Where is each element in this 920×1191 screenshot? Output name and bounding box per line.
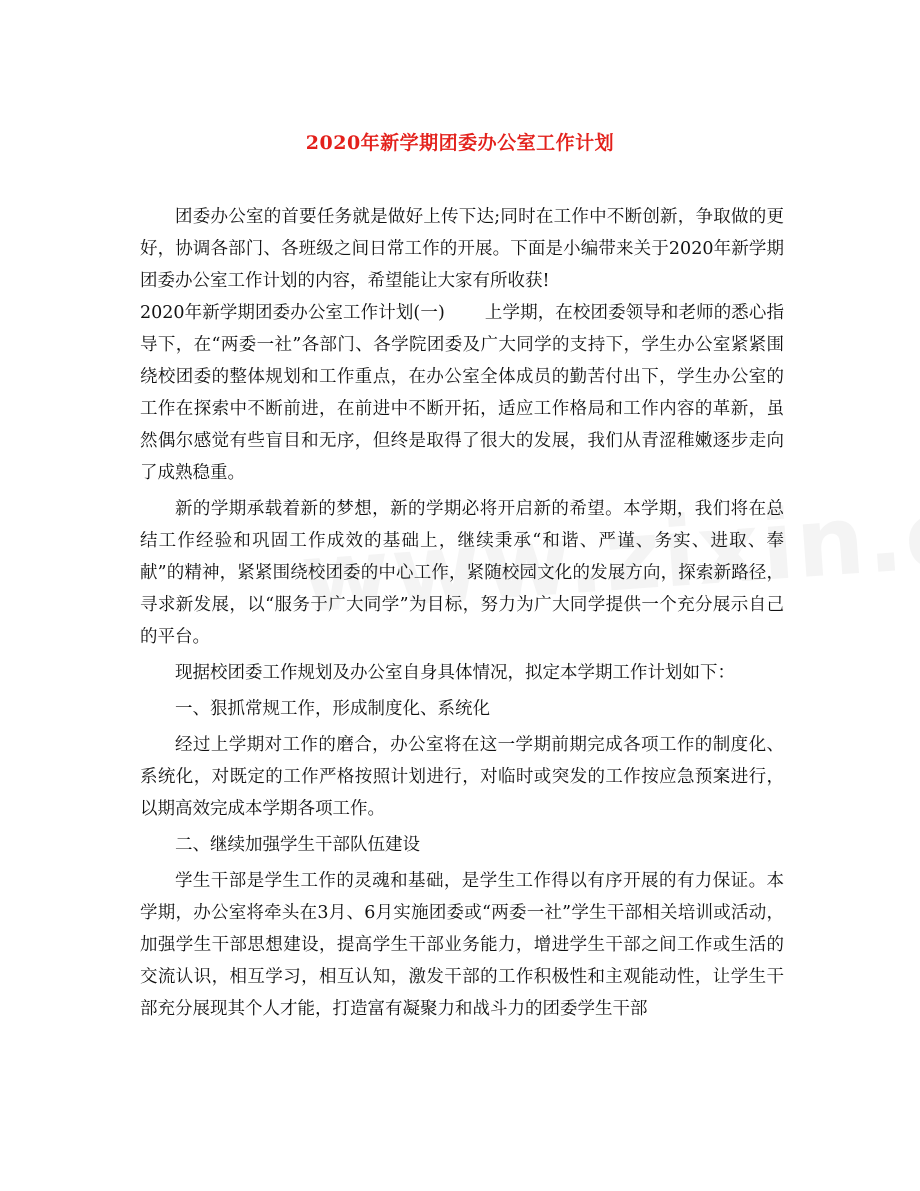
plan-heading: 2020年新学期团委办公室工作计划(一) [140, 303, 445, 323]
document-body [140, 201, 784, 1025]
paragraph-2: 新的学期承载着新的梦想，新的学期必将开启新的希望。本学期，我们将在总结工作经验和巩固工作成效的基础上，继续秉承“和谐、严谨、务实、进取、奉献”的精神，紧紧围绕校团委的中心工作，紧随校园文化的发展方向，探索新路径，寻求新发展，以“服务于广大同学”为目标，努力为广大同学提供一个充分展示自己的平台。 [140, 499, 784, 647]
section-2-body: 学生干部是学生工作的灵魂和基础，是学生工作得以有序开展的有力保证。本学期，办公室将牵头在3月、6月实施团委或“两委一社”学生干部相关培训或活动，加强学生干部思想建设，提高学生干部业务能力，增进学生干部之间工作或生活的交流认识，相互学习，相互认知，激发干部的工作积极性和主观能动性，让学生干部充分展现其个人才能，打造富有凝聚力和战斗力的团委学生干部 [140, 871, 784, 1019]
section-2-heading: 二、继续加强学生干部队伍建设 [175, 835, 420, 855]
section-1-heading: 一、狠抓常规工作，形成制度化、系统化 [175, 699, 490, 719]
document-title: 2020年新学期团委办公室工作计划 [305, 132, 615, 154]
plan-paragraph-text: 上学期，在校团委领导和老师的悉心指导下，在“两委一社”各部门、各学院团委及广大同学的支持下，学生办公室紧紧围绕校团委的整体规划和工作重点，在办公室全体成员的勤苦付出下，学生办公室的工作在探索中不断前进，在前进中不断开拓，适应工作格局和工作内容的革新，虽然偶尔感觉有些盲目和无序，但终是取得了很大的发展，我们从青涩稚嫩逐步走向了成熟稳重。 [140, 303, 784, 483]
paragraph-3: 现据校团委工作规划及办公室自身具体情况，拟定本学期工作计划如下： [175, 663, 735, 683]
intro-paragraph: 团委办公室的首要任务就是做好上传下达;同时在工作中不断创新，争取做的更好，协调各部门、各班级之间日常工作的开展。下面是小编带来关于2020年新学期团委办公室工作计划的内容，希望能让大家有所收获! [140, 207, 784, 291]
section-1-body: 经过上学期对工作的磨合，办公室将在这一学期前期完成各项工作的制度化、系统化，对既定的工作严格按照计划进行，对临时或突发的工作按应急预案进行，以期高效完成本学期各项工作。 [140, 735, 784, 819]
plan-paragraph [140, 297, 784, 489]
